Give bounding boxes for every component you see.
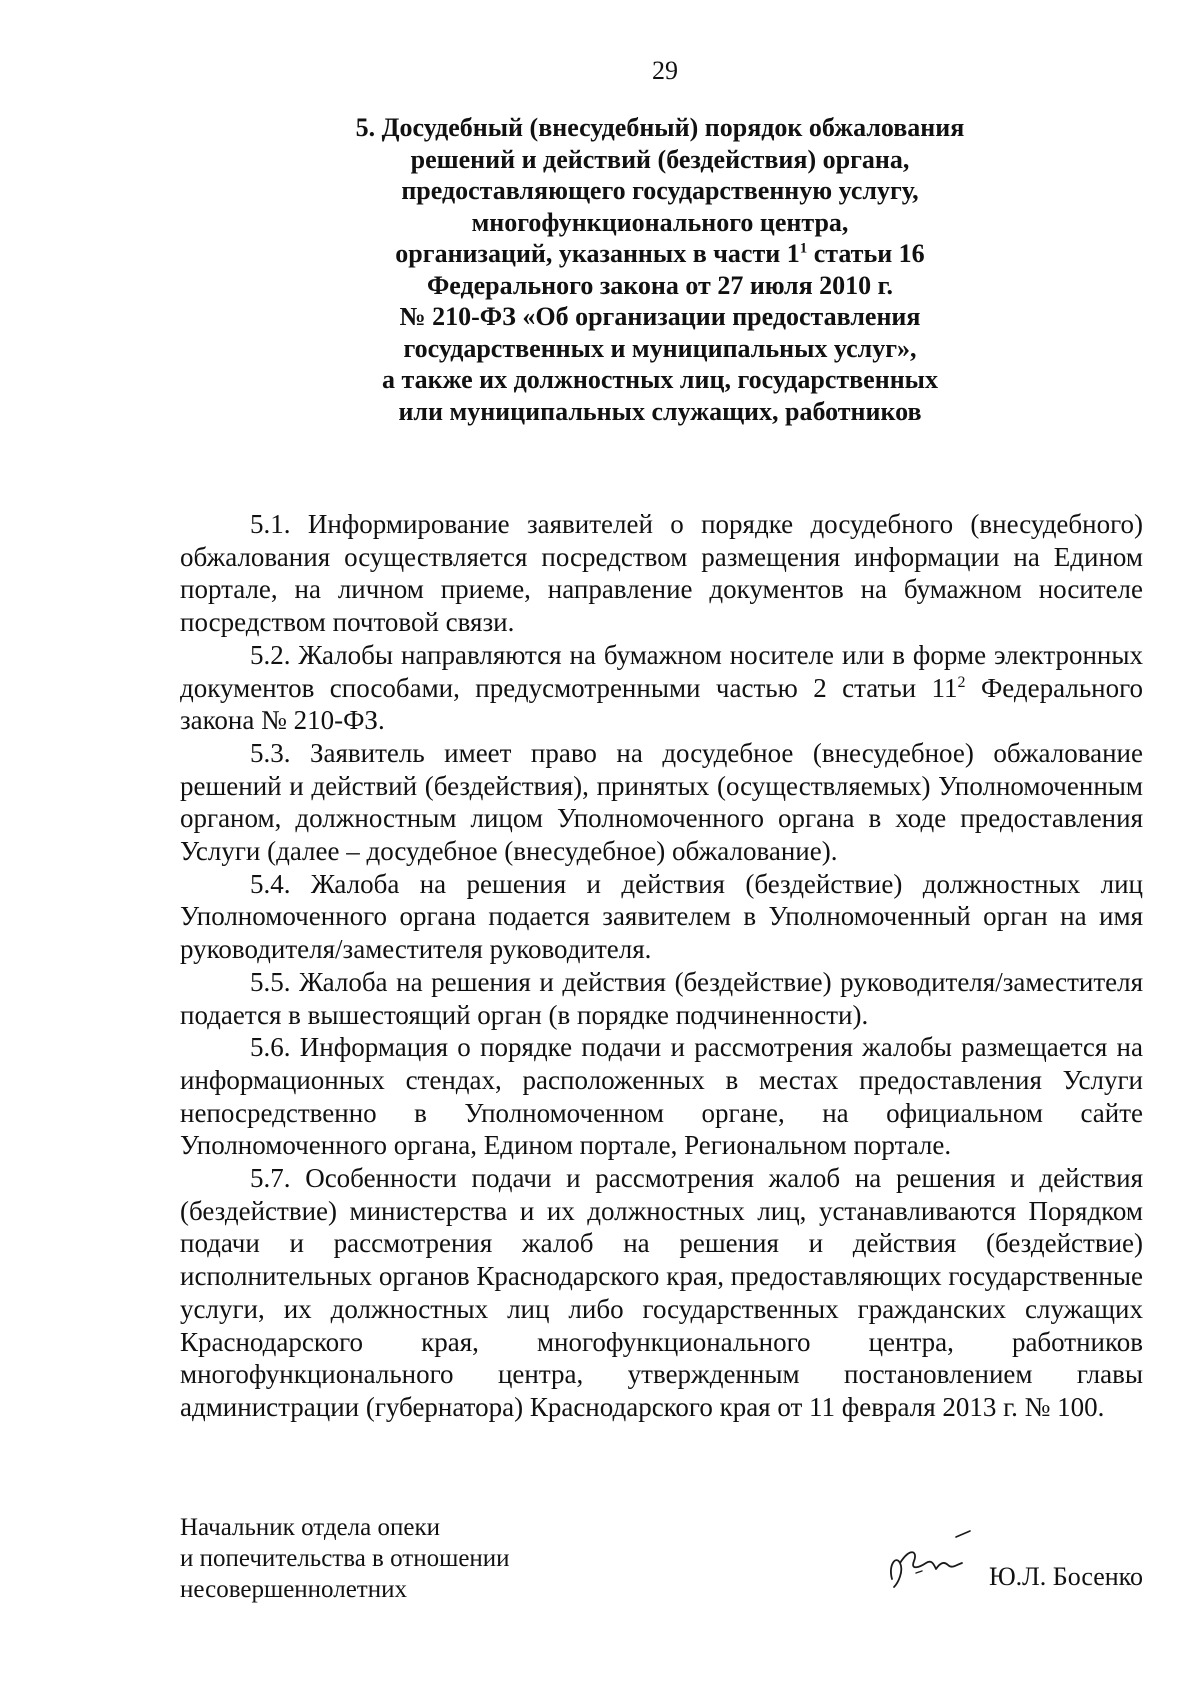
handwritten-signature [870, 1517, 980, 1597]
signature-block [180, 1512, 1143, 1612]
heading-line: а также их должностных лиц, государственных [382, 365, 938, 394]
heading-line: Федерального закона от 27 июля 2010 г. [426, 270, 894, 300]
heading-line: решений и действий (бездействия) органа, [410, 144, 910, 174]
signer-name: Ю.Л. Босенко [988, 1562, 1143, 1591]
article-superscript: 2 [957, 673, 966, 691]
heading-line: многофункционального центра, [471, 207, 849, 237]
heading-line: 5. Досудебный (внесудебный) порядок обжалования [355, 113, 965, 142]
position-line: несовершеннолетних [180, 1576, 407, 1603]
document-body [180, 508, 1143, 1424]
paragraph-5-4: 5.4. Жалоба на решения и действия (бездействие) должностных лиц Уполномоченного органа подается заявителем в Уполномоченный орган на имя руководителя/заместителя руководителя. [180, 868, 1143, 965]
section-heading [300, 112, 1020, 427]
paragraph-5-2 [180, 639, 1143, 737]
heading-superscript: 1 [799, 240, 808, 257]
heading-line: или муниципальных служащих, работников [398, 396, 922, 426]
heading-line: № 210-ФЗ «Об организации предоставления [399, 302, 921, 331]
paragraph-5-6: 5.6. Информация о порядке подачи и рассмотрения жалобы размещается на информационных стендах, расположенных в местах предоставления Услуги непосредственно в Уполномоченном органе, на официальном сайте Уполномоченного органа, Едином портале, Региональном портале. [180, 1032, 1143, 1161]
paragraph-text: 5.2. Жалобы направляются на бумажном носителе или в форме электронных документов способами, предусмотренными частью 2 статьи 11 [180, 639, 1143, 703]
position-line: и попечительства в отношении [180, 1545, 510, 1572]
signer-position [180, 1512, 510, 1605]
heading-line [300, 238, 1020, 270]
paragraph-5-7: 5.7. Особенности подачи и рассмотрения жалоб на решения и действия (бездействие) министерства и их должностных лиц, устанавливаются Порядком подачи и рассмотрения жалоб на решения и действия (бездействие) исполнительных органов Краснодарского края, предоставляющих государственные услуги, их должностных лиц либо государственных гражданских служащих Краснодарского края, многофункционального центра, работников многофункционального центра, утвержденным постановлением главы администрации (губернатора) Краснодарского края от 11 февраля 2013 г. № 100. [180, 1163, 1143, 1422]
heading-text: статьи 16 [807, 239, 925, 268]
heading-text: организаций, указанных в части 1 [395, 239, 800, 268]
paragraph-5-5: 5.5. Жалоба на решения и действия (бездействие) руководителя/заместителя подается в вышестоящий орган (в порядке подчиненности). [180, 966, 1143, 1030]
heading-line: предоставляющего государственную услугу, [401, 176, 919, 205]
paragraph-5-1: 5.1. Информирование заявителей о порядке досудебного (внесудебного) обжалования осуществляется посредством размещения информации на Едином портале, на личном приеме, направление документов на бумажном носителе посредством почтовой связи. [180, 509, 1143, 638]
position-line: Начальник отдела опеки [180, 1514, 440, 1541]
page-number: 29 [652, 56, 678, 85]
paragraph-5-3: 5.3. Заявитель имеет право на досудебное (внесудебное) обжалование решений и действий (бездействия), принятых (осуществляемых) Уполномоченным органом, должностным лицом Уполномоченного органа в ходе предоставления Услуги (далее – досудебное (внесудебное) обжалование). [180, 737, 1143, 867]
heading-line: государственных и муниципальных услуг», [403, 333, 917, 363]
paragraph-text: Федерального закона № 210-ФЗ. [180, 672, 1143, 736]
